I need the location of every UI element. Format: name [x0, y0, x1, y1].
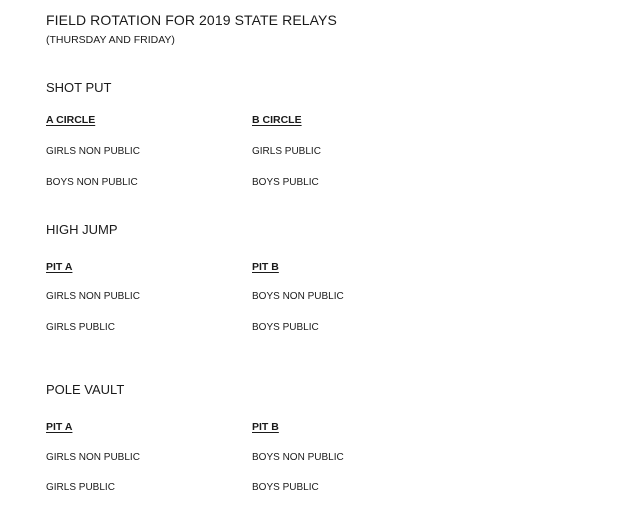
list-item: BOYS NON PUBLIC: [46, 177, 138, 188]
section-title-high-jump: HIGH JUMP: [46, 222, 118, 237]
section-title-shot-put: SHOT PUT: [46, 80, 112, 95]
list-item: GIRLS NON PUBLIC: [46, 291, 140, 302]
list-item: GIRLS NON PUBLIC: [46, 146, 140, 157]
column-header-a-circle: A CIRCLE: [46, 114, 96, 126]
column-header-pit-a: PIT A: [46, 261, 73, 273]
list-item: GIRLS NON PUBLIC: [46, 452, 140, 463]
document-title: FIELD ROTATION FOR 2019 STATE RELAYS: [46, 12, 337, 28]
column-header-pit-b: PIT B: [252, 261, 279, 273]
document-subtitle: (THURSDAY AND FRIDAY): [46, 34, 175, 46]
column-header-pit-a: PIT A: [46, 421, 73, 433]
list-item: BOYS NON PUBLIC: [252, 452, 344, 463]
list-item: BOYS PUBLIC: [252, 482, 319, 493]
list-item: GIRLS PUBLIC: [46, 322, 115, 333]
list-item: BOYS PUBLIC: [252, 177, 319, 188]
list-item: BOYS NON PUBLIC: [252, 291, 344, 302]
column-header-b-circle: B CIRCLE: [252, 114, 302, 126]
list-item: GIRLS PUBLIC: [252, 146, 321, 157]
column-header-pit-b: PIT B: [252, 421, 279, 433]
section-title-pole-vault: POLE VAULT: [46, 382, 125, 397]
list-item: GIRLS PUBLIC: [46, 482, 115, 493]
list-item: BOYS PUBLIC: [252, 322, 319, 333]
